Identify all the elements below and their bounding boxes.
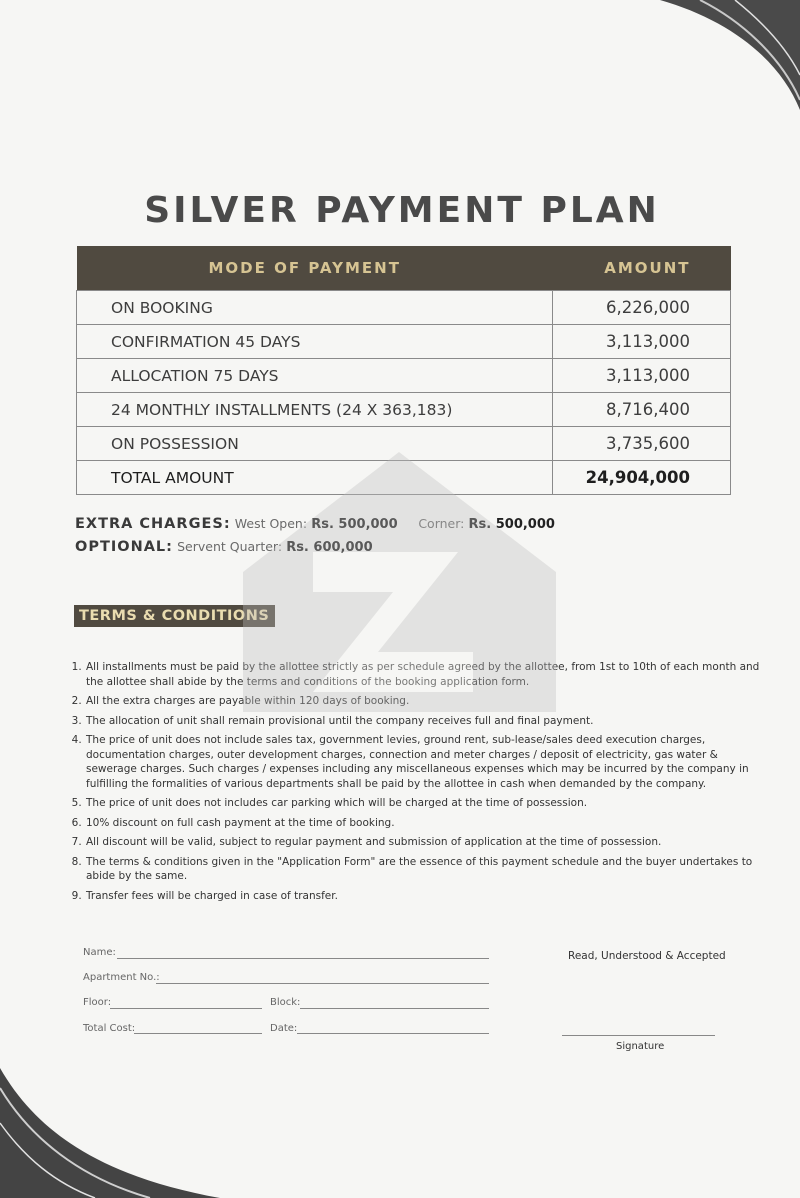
list-item: 7. All discount will be valid, subject to regular payment and submission of application at the time of possession. [85,835,765,850]
list-item: 3. The allocation of unit shall remain provisional until the company receives full and final payment. [85,714,765,729]
total-label: TOTAL AMOUNT [77,461,553,495]
west-open-label: West Open: [234,516,308,531]
floor-field[interactable] [110,1008,262,1009]
page-title: SILVER PAYMENT PLAN [144,190,660,231]
west-open-value: Rs. 500,000 [311,517,398,532]
table-header-row [77,246,731,291]
table-row [77,427,731,461]
total-cost-label: Total Cost: [83,1023,136,1034]
list-item: 2. All the extra charges are payable within 120 days of booking. [85,694,765,709]
row-amount: 3,113,000 [553,359,731,393]
signature-field[interactable] [562,1035,715,1036]
servent-quarter-label: Servent Quarter: [177,539,283,554]
payment-table [76,246,731,495]
block-field[interactable] [300,1008,489,1009]
list-item: 6. 10% discount on full cash payment at the time of booking. [85,816,765,831]
block-label: Block: [270,997,301,1008]
row-mode: ALLOCATION 75 DAYS [77,359,553,393]
extra-charges-label: EXTRA CHARGES: [75,516,231,532]
header-amount: AMOUNT [553,246,731,291]
table-total-row [77,461,731,495]
list-item: 8. The terms & conditions given in the "Application Form" are the essence of this payment schedule and the buyer undertakes to abide by the same. [85,855,765,884]
corner-label: Corner: [418,516,465,531]
list-item: 9. Transfer fees will be charged in case of transfer. [85,889,765,904]
total-cost-field[interactable] [134,1033,262,1034]
total-amount: 24,904,000 [553,461,731,495]
apartment-field[interactable] [156,983,489,984]
list-item: 1. All installments must be paid by the allottee strictly as per schedule agreed by the allottee, from 1st to 10th of each month and the allottee shall abide by the terms and conditions of the booking application form. [85,660,765,689]
header-mode: MODE OF PAYMENT [77,246,553,291]
table-row [77,359,731,393]
row-amount: 8,716,400 [553,393,731,427]
row-mode: CONFIRMATION 45 DAYS [77,325,553,359]
table-row [77,291,731,325]
corner-value: Rs. 500,000 [468,517,555,532]
accepted-label: Read, Understood & Accepted [568,950,726,962]
signature-label: Signature [616,1041,665,1052]
date-label: Date: [270,1023,298,1034]
date-field[interactable] [297,1033,489,1034]
row-mode: ON POSSESSION [77,427,553,461]
list-item: 4. The price of unit does not include sales tax, government levies, ground rent, sub-lease/sales deed execution charges, documentation charges, outer development charges, connection and meter charges / deposit of electricity, gas water & sewerage charges. Such charges / expenses including any miscellaneous expenses which may be incurred by the company in fulfilling the formalities of various departments shall be paid by the allottee in cash when demanded by the company. [85,733,765,791]
servent-quarter-value: Rs. 600,000 [286,540,373,555]
row-amount: 3,735,600 [553,427,731,461]
apartment-label: Apartment No.: [83,972,160,983]
optional-charges [75,539,373,555]
terms-list [70,660,765,908]
table-row [77,325,731,359]
extra-charges [75,516,555,532]
optional-label: OPTIONAL: [75,539,173,555]
list-item: 5. The price of unit does not includes car parking which will be charged at the time of possession. [85,796,765,811]
row-mode: 24 MONTHLY INSTALLMENTS (24 X 363,183) [77,393,553,427]
name-field[interactable] [117,958,489,959]
row-mode: ON BOOKING [77,291,553,325]
table-row [77,393,731,427]
floor-label: Floor: [83,997,112,1008]
row-amount: 3,113,000 [553,325,731,359]
name-label: Name: [83,947,116,958]
row-amount: 6,226,000 [553,291,731,325]
terms-heading: TERMS & CONDITIONS [74,605,275,627]
